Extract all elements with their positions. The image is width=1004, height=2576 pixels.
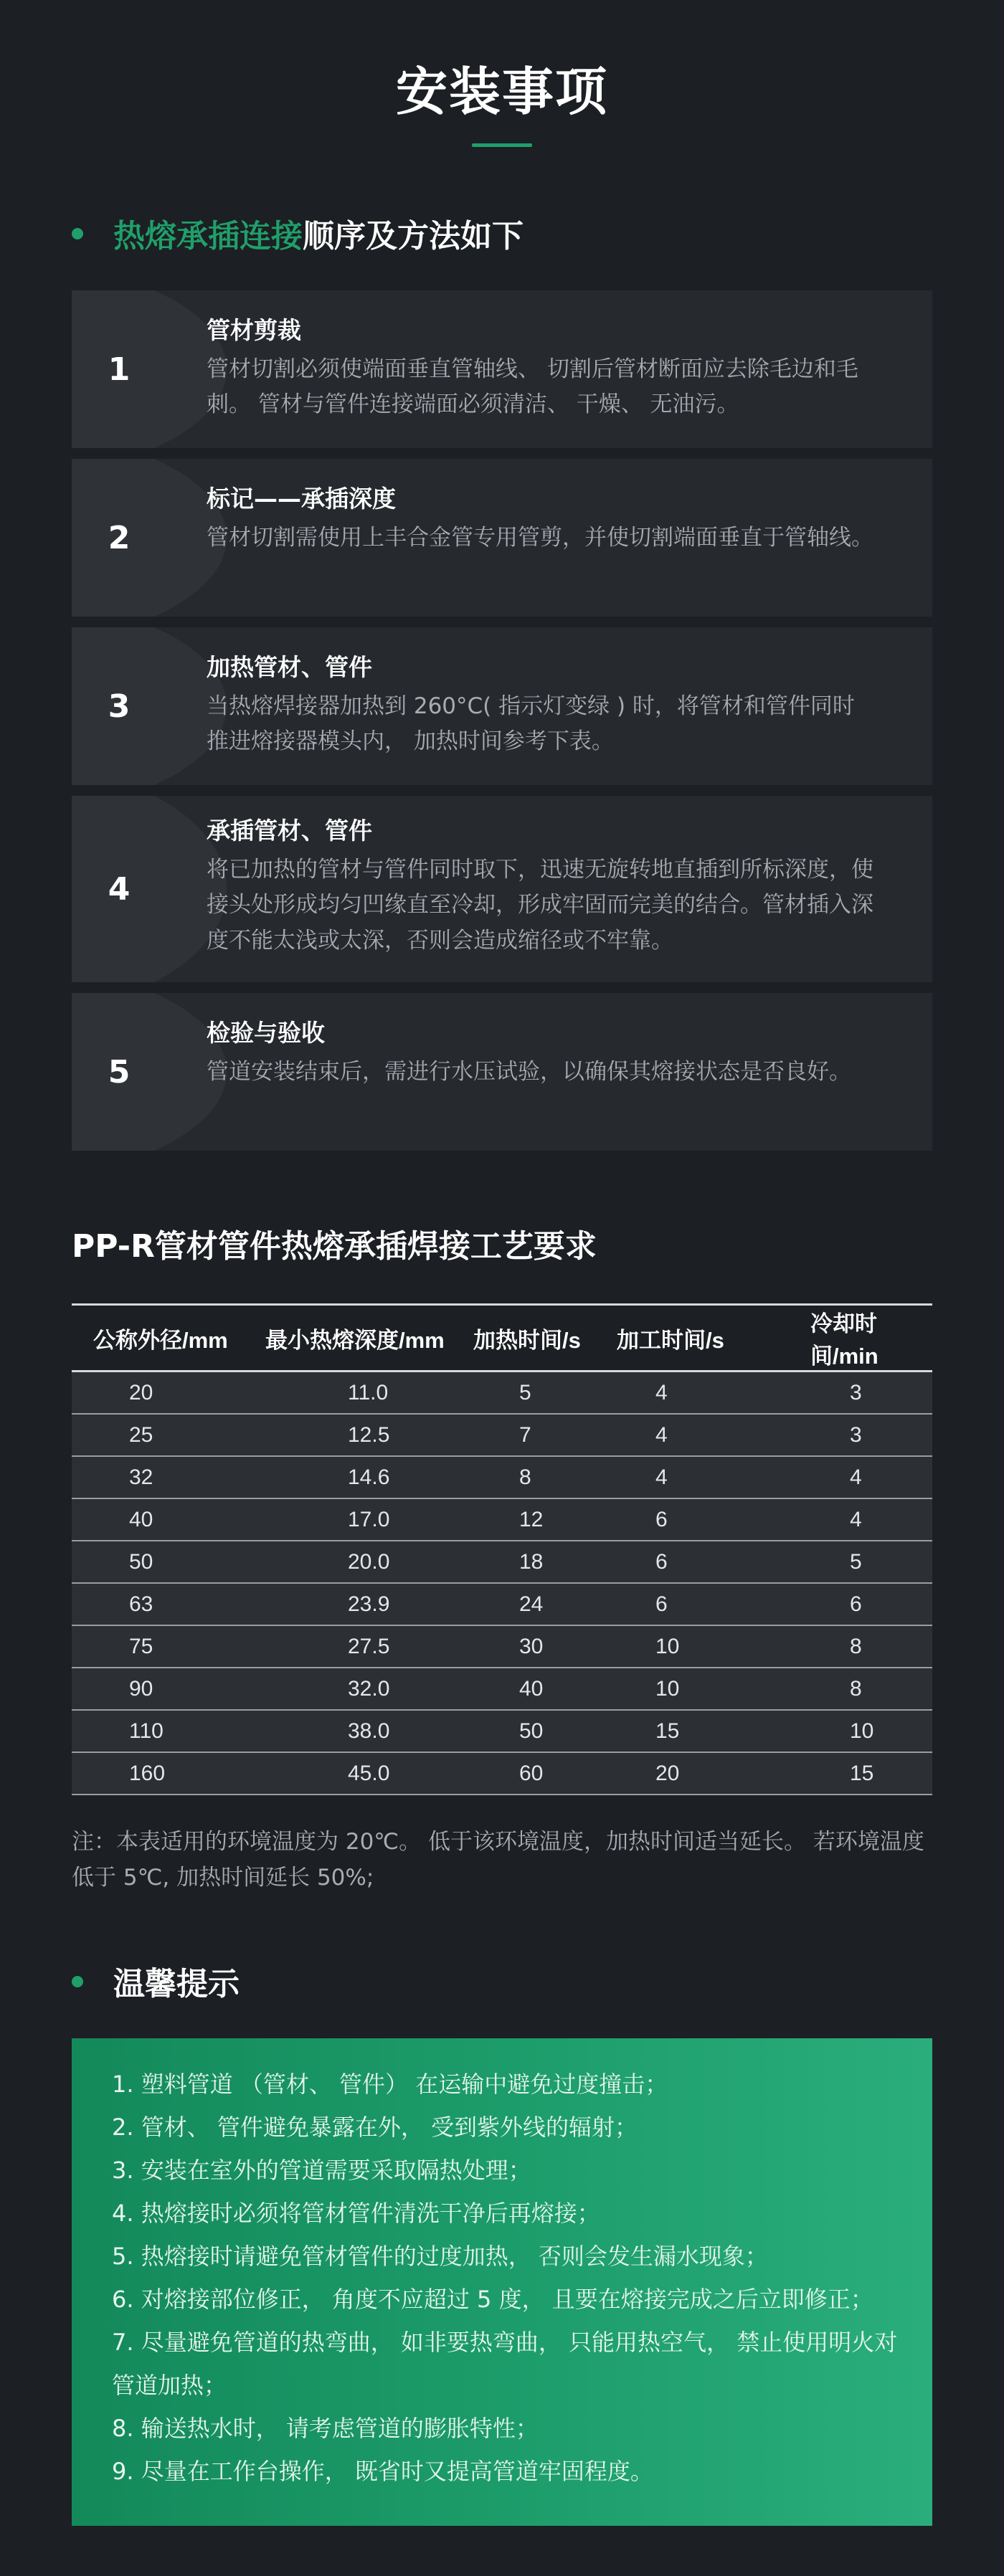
table-row	[72, 1456, 932, 1498]
table-cell: 6	[602, 1583, 782, 1625]
table-cell: 5	[782, 1541, 932, 1583]
table-cell: 50	[459, 1710, 602, 1752]
tip-item: 4. 热熔接时必须将管材管件清洗干净后再熔接；	[112, 2200, 600, 2227]
table-cell: 4	[602, 1372, 782, 1415]
table-cell: 20	[602, 1752, 782, 1795]
tip-item: 9. 尽量在工作台操作， 既省时又提高管道牢固程度。	[112, 2458, 653, 2485]
table-cell: 4	[602, 1456, 782, 1498]
table-cell: 90	[72, 1668, 244, 1710]
step-description: 管材切割需使用上丰合金管专用管剪，并使切割端面垂直于管轴线。	[207, 524, 873, 551]
table-cell: 20.0	[244, 1541, 459, 1583]
step-title: 检验与验收	[207, 1019, 325, 1047]
heading-rest: 顺序及方法如下	[303, 218, 524, 255]
table-cell: 40	[72, 1498, 244, 1541]
section-heading-tips	[72, 1966, 240, 2002]
spec-table	[72, 1303, 932, 1795]
table-title: PP-R管材管件热熔承插焊接工艺要求	[72, 1228, 597, 1265]
table-cell: 50	[72, 1541, 244, 1583]
table-cell: 20	[72, 1372, 244, 1415]
table-header-row	[72, 1305, 932, 1372]
table-cell: 32	[72, 1456, 244, 1498]
step-number: 3	[108, 688, 131, 725]
table-note: 注：本表适用的环境温度为 20℃。 低于该环境温度，加热时间适当延长。 若环境温度低于 5℃, 加热时间延长 50%;	[72, 1829, 924, 1891]
title-underline	[472, 143, 532, 147]
page-title: 安装事项	[395, 62, 608, 122]
table-row	[72, 1625, 932, 1668]
table-row	[72, 1498, 932, 1541]
table-cell: 32.0	[244, 1668, 459, 1710]
step-description: 将已加热的管材与管件同时取下，迅速无旋转地直插到所标深度，使接头处形成均匀凹缘直至冷却，形成牢固而完美的结合。管材插入深度不能太浅或太深，否则会造成缩径或不牢靠。	[207, 856, 873, 954]
table-cell: 5	[459, 1372, 602, 1415]
tips-panel	[72, 2038, 932, 2526]
table-cell: 60	[459, 1752, 602, 1795]
bullet-dot-icon	[72, 228, 83, 239]
step-description: 管道安装结束后，需进行水压试验，以确保其熔接状态是否良好。	[207, 1058, 851, 1085]
table-cell: 25	[72, 1414, 244, 1456]
section-heading-method	[72, 218, 524, 255]
table-cell: 10	[602, 1668, 782, 1710]
tip-item: 8. 输送热水时， 请考虑管道的膨胀特性；	[112, 2415, 539, 2442]
step-card	[72, 627, 932, 785]
table-row	[72, 1583, 932, 1625]
tips-heading: 温馨提示	[113, 1966, 240, 2002]
table-cell: 6	[782, 1583, 932, 1625]
table-cell: 75	[72, 1625, 244, 1668]
step-title: 标记——承插深度	[207, 485, 396, 513]
step-title: 加热管材、管件	[207, 653, 372, 681]
table-cell: 8	[782, 1625, 932, 1668]
table-cell: 30	[459, 1625, 602, 1668]
table-cell: 3	[782, 1414, 932, 1456]
step-description: 管材切割必须使端面垂直管轴线、 切割后管材断面应去除毛边和毛刺。 管材与管件连接端面必须清洁、 干燥、 无油污。	[207, 356, 858, 418]
step-number: 5	[108, 1053, 131, 1090]
table-cell: 3	[782, 1372, 932, 1415]
table-cell: 11.0	[244, 1372, 459, 1415]
step-card	[72, 290, 932, 448]
table-cell: 110	[72, 1710, 244, 1752]
table-cell: 6	[602, 1498, 782, 1541]
tip-item: 3. 安装在室外的管道需要采取隔热处理；	[112, 2157, 531, 2184]
table-cell: 63	[72, 1583, 244, 1625]
table-cell: 10	[602, 1625, 782, 1668]
tip-item: 2. 管材、 管件避免暴露在外， 受到紫外线的辐射；	[112, 2114, 638, 2141]
step-title: 管材剪裁	[207, 316, 301, 344]
table-cell: 8	[782, 1668, 932, 1710]
table-cell: 4	[602, 1414, 782, 1456]
table-cell: 8	[459, 1456, 602, 1498]
tip-item: 5. 热熔接时请避免管材管件的过度加热， 否则会发生漏水现象；	[112, 2243, 768, 2270]
table-cell: 10	[782, 1710, 932, 1752]
table-cell: 17.0	[244, 1498, 459, 1541]
table-cell: 24	[459, 1583, 602, 1625]
table-row	[72, 1414, 932, 1456]
step-number: 2	[108, 519, 131, 556]
bullet-dot-icon	[72, 1976, 83, 1987]
table-row	[72, 1710, 932, 1752]
tip-item: 6. 对熔接部位修正， 角度不应超过 5 度， 且要在熔接完成之后立即修正；	[112, 2286, 873, 2313]
table-row	[72, 1541, 932, 1583]
table-row	[72, 1668, 932, 1710]
tip-item: 7. 尽量避免管道的热弯曲， 如非要热弯曲， 只能用热空气， 禁止使用明火对管道加热；	[112, 2329, 898, 2399]
table-cell: 12	[459, 1498, 602, 1541]
table-cell: 7	[459, 1414, 602, 1456]
table-cell: 14.6	[244, 1456, 459, 1498]
column-header: 冷却时间/min	[782, 1305, 932, 1372]
table-cell: 6	[602, 1541, 782, 1583]
step-card	[72, 993, 932, 1151]
tip-item: 1. 塑料管道 （管材、 管件） 在运输中避免过度撞击；	[112, 2071, 668, 2098]
step-number: 1	[108, 351, 131, 388]
table-cell: 45.0	[244, 1752, 459, 1795]
step-title: 承插管材、管件	[207, 817, 372, 845]
table-row	[72, 1752, 932, 1795]
column-header: 最小热熔深度/mm	[244, 1305, 459, 1372]
tips-list	[112, 2063, 915, 2493]
step-card	[72, 459, 932, 617]
column-header: 公称外径/mm	[72, 1305, 244, 1372]
table-cell: 27.5	[244, 1625, 459, 1668]
step-number: 4	[108, 870, 131, 908]
table-cell: 4	[782, 1456, 932, 1498]
heading-highlight: 热熔承插连接	[113, 218, 303, 255]
column-header: 加工时间/s	[602, 1305, 782, 1372]
table-cell: 4	[782, 1498, 932, 1541]
table-cell: 18	[459, 1541, 602, 1583]
table-cell: 15	[782, 1752, 932, 1795]
table-cell: 40	[459, 1668, 602, 1710]
table-cell: 15	[602, 1710, 782, 1752]
table-row	[72, 1372, 932, 1415]
step-card	[72, 796, 932, 982]
column-header: 加热时间/s	[459, 1305, 602, 1372]
step-description: 当热熔焊接器加热到 260°C( 指示灯变绿 ) 时，将管材和管件同时推进熔接器模头内， 加热时间参考下表。	[207, 693, 855, 755]
table-cell: 12.5	[244, 1414, 459, 1456]
table-cell: 23.9	[244, 1583, 459, 1625]
table-cell: 160	[72, 1752, 244, 1795]
table-cell: 38.0	[244, 1710, 459, 1752]
